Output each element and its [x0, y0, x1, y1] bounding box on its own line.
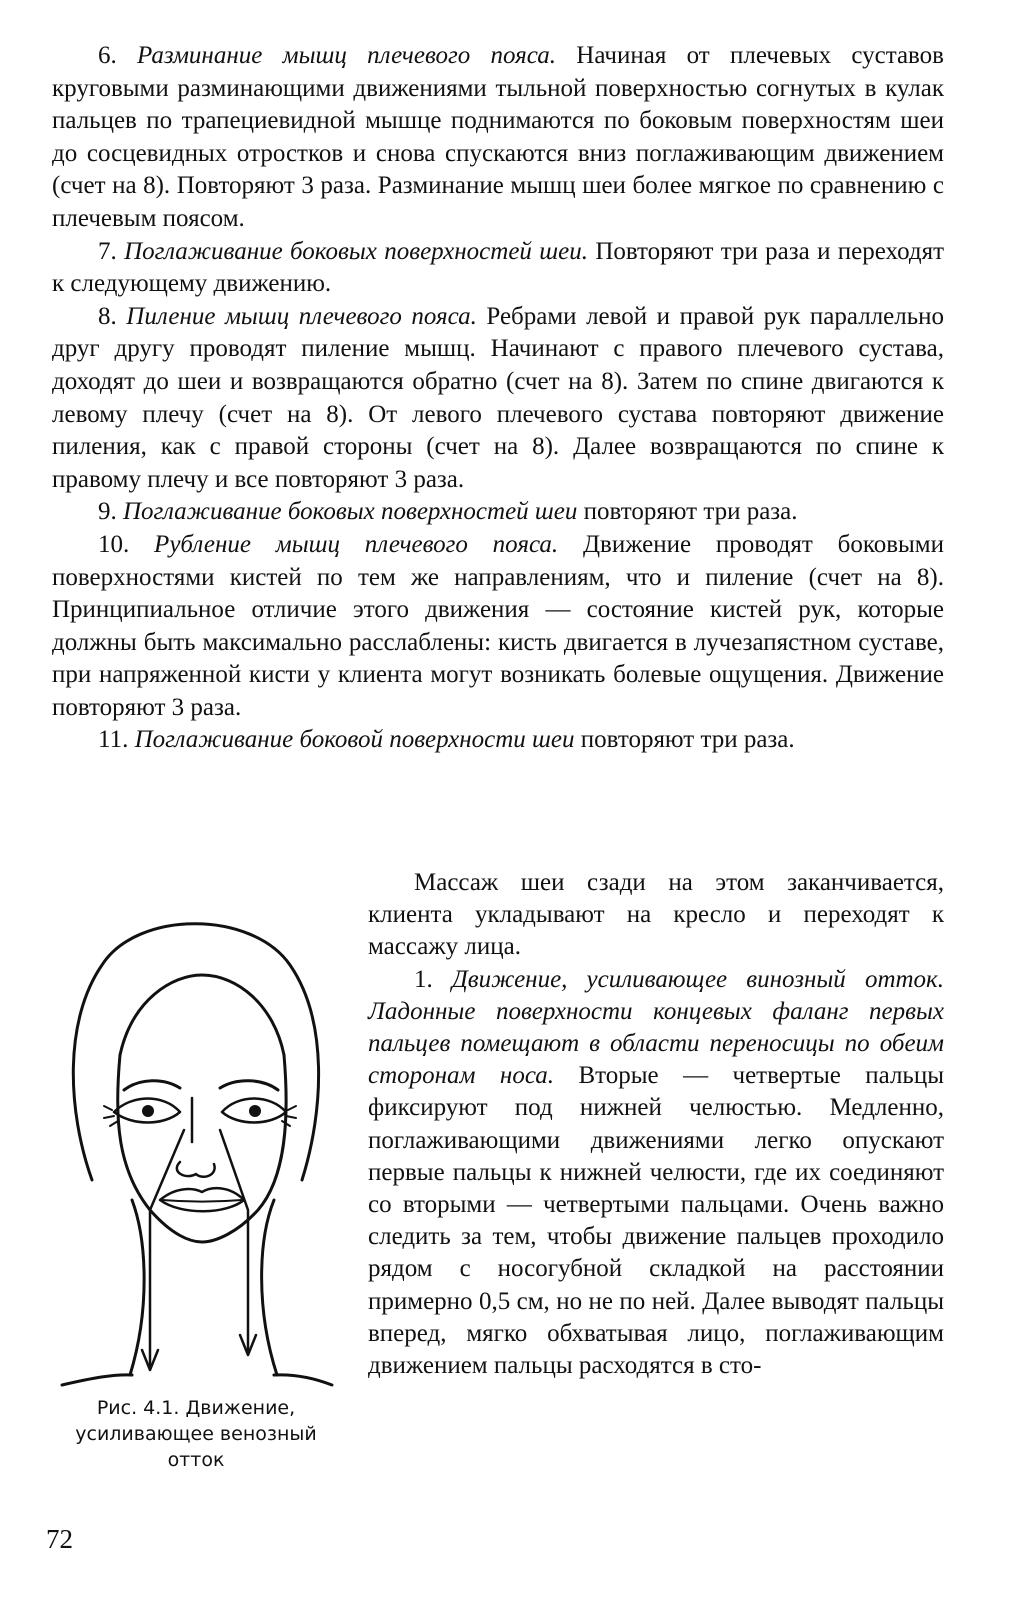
- item-lead: Поглаживание боковых поверхностей шеи: [123, 498, 578, 526]
- item-number: 8.: [98, 302, 117, 330]
- face-figure: [52, 880, 340, 1480]
- item-text: Повторяют три раза и переходят к следующему движению.: [52, 237, 945, 298]
- pupil-right: [249, 1105, 261, 1117]
- item-text: Вторые — четвертые пальцы фиксируют под нижней челюстью. Медленно, поглаживающими движениями легко опускают первые пальцы к нижней челюсти, где их соединяют со вторыми — четвертыми пальцами. Очень важно следить за тем, чтобы движение пальцев проходило рядом с носогубной складкой на расстоянии примерно 0,5 см, но не по ней. Далее выводят пальцы вперед, мягко обхватывая лицо, поглаживающим движением пальцы расходятся в сто-: [368, 1062, 945, 1380]
- neck-left: [130, 1200, 144, 1375]
- item-number: 10.: [98, 530, 130, 558]
- figure-caption: Рис. 4.1. Движение, усиливающее венозный отток: [75, 1397, 317, 1471]
- hairline: [120, 975, 284, 1055]
- item-text: Начиная от плечевых суставов круговыми разминающими движениями тыльной поверхностью согнутых в кулак пальцев по трапециевидной мышце поднимаются по боковым поверхностям шеи до сосцевидных отростков и снова спускаются вниз поглаживающим движением (счет на 8). Повторяют 3 раза. Разминание мышц шеи более мягкое по сравнению с плечевым поясом.: [52, 42, 944, 232]
- eyebrow-left: [124, 1081, 180, 1090]
- paragraph-11: [52, 724, 944, 757]
- item-lead: Поглаживание боковых поверхностей шеи.: [124, 237, 588, 265]
- right-item-1: [368, 964, 944, 1383]
- face-illustration: [52, 880, 340, 1400]
- item-text: Ребрами левой и правой рук параллельно друг другу проводят пиление мышц. Начинают с правого плечевого сустава, доходят до шеи и возвращаются обратно (счет на 8). Затем по спине двигаются к левому плечу (счет на 8). От левого плечевого сустава повторяют движение пиления, как с правой стороны (счет на 8). Далее возвращаются по спине к правому плечу и все повторяют 3 раза.: [52, 302, 945, 493]
- item-number: 9.: [98, 498, 117, 526]
- item-number: 11.: [98, 726, 129, 754]
- paragraph-9: [52, 496, 944, 529]
- item-number: 7.: [98, 237, 117, 265]
- item-lead: Рубление мышц плечевого пояса.: [154, 530, 559, 558]
- item-lead: Разминание мышц плечевого пояса.: [137, 42, 556, 69]
- right-intro: Массаж шеи сзади на этом заканчивается, клиента укладывают на кресло и переходят к массажу лица.: [368, 869, 944, 961]
- paragraph-10: [52, 529, 944, 725]
- page-number: 72: [46, 1524, 73, 1554]
- right-text-block: [368, 867, 944, 1382]
- item-number: 1.: [414, 965, 433, 993]
- item-lead: Поглаживание боковой поверхности шеи: [134, 726, 575, 754]
- shoulder-left: [62, 1375, 132, 1385]
- nose-tip: [177, 1162, 215, 1177]
- shoulder-right: [274, 1375, 332, 1385]
- neck-right: [262, 1200, 277, 1375]
- item-text: повторяют три раза.: [574, 726, 795, 754]
- mouth: [160, 1188, 244, 1211]
- item-lead: Движение, усиливающее винозный отток. Ладонные поверхности концевых фаланг первых пальцев помещают в области переносицы по обеим сторонам носа.: [368, 965, 944, 1090]
- pupil-left: [142, 1105, 154, 1117]
- arrow-right-line: [220, 1130, 248, 1350]
- item-lead: Пиление мышц плечевого пояса.: [126, 302, 477, 330]
- paragraph-6: [52, 40, 944, 236]
- item-text: повторяют три раза.: [577, 498, 798, 526]
- eyebrow-right: [220, 1081, 278, 1090]
- paragraph-7: [52, 236, 944, 301]
- top-text-block: [52, 40, 944, 757]
- item-text: Движение проводят боковыми поверхностями кистей по тем же направлениям, что и пиление (счет на 8). Принципиальное отличие этого движения — состояние кистей рук, которые должны быть максимально расслаблены: кисть двигается в лучезапястном суставе, при напряженной кисти у клиента могут возникать болевые ощущения. Движение повторяют 3 раза.: [52, 530, 945, 721]
- item-number: 6.: [98, 42, 117, 69]
- mouth-line: [162, 1200, 242, 1202]
- paragraph-8: [52, 301, 944, 497]
